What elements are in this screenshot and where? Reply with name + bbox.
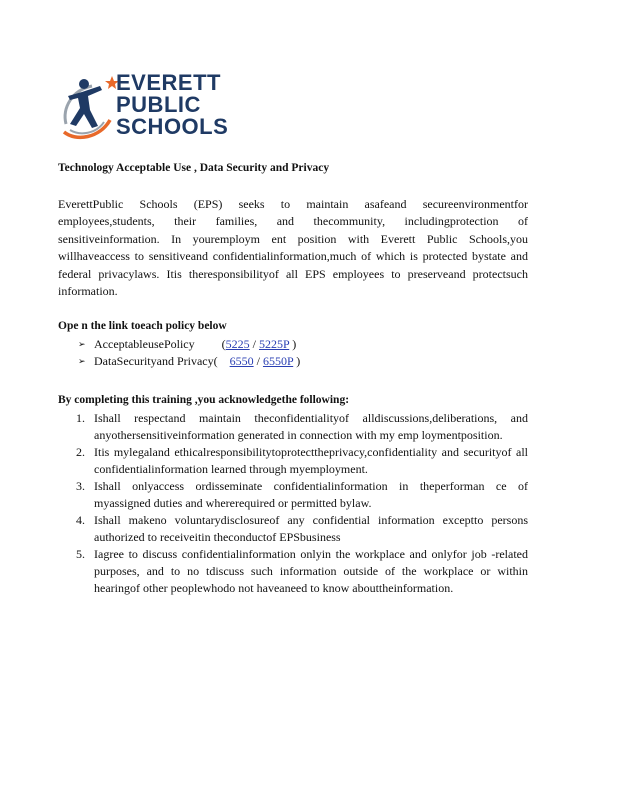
logo-line-1: EVERETT [116,70,221,95]
arrow-bullet-icon: ➢ [78,339,86,349]
acknowledgement-item [58,546,528,597]
item-text: Ishall onlyaccess ordisseminate confidentialinformation in theperforman ce of myassigned duties and whererequired or permitted bylaw. [94,479,528,510]
logo-line-3: SCHOOLS [116,114,229,139]
acknowledgement-item [58,444,528,478]
policy-link-6550[interactable]: 6550 [229,354,254,368]
policy-link-6550p[interactable]: 6550P [262,354,294,368]
policy-link-item [78,336,300,353]
policy-link-5225[interactable]: 5225 [225,337,250,351]
document-title: Technology Acceptable Use , Data Security and Privacy [58,162,330,174]
link-separator: / [252,337,256,351]
item-number: 4. [76,513,85,527]
arrow-bullet-icon: ➢ [78,356,86,366]
acknowledgement-item [58,410,528,444]
acknowledgement-heading: By completing this training ,you acknowledgethe following: [58,394,350,406]
eps-logo [58,72,228,144]
policy-link-5225p[interactable]: 5225P [258,337,290,351]
paren-open: ( [221,337,226,351]
intro-paragraph: EverettPublic Schools (EPS) seeks to maintain asafeand secureenvironmentfor employees,students, their families, and thecommunity, includingprotection of sensitiveinformation. In youremploym ent position with Everett Public Schools,you willhaveaccess to sensitiveand confidentialinformation,much of which is protected bystate and federal privacylaws. Itis theresponsibilityof all EPS employees to preserveand protectsuch information. [58,197,528,299]
eps-logo-wordmark [116,72,228,138]
paren-close: ) [292,337,297,351]
item-text: Ishall makeno voluntarydisclosureof any confidential information exceptto persons authorized to receiveitin theconductof EPSbusiness [94,513,528,544]
item-text: Iagree to discuss confidentialinformation onlyin the workplace and onlyfor job -related purposes, and to no tdiscuss such information outside of the workplace or within hearingof other peoplewhodo not haveaneed to know abouttheinformation. [94,547,528,595]
acknowledgement-item [58,478,528,512]
logo-line-2: PUBLIC [116,92,201,117]
link-separator: / [256,354,260,368]
item-number: 2. [76,445,85,459]
item-text: Itis mylegaland ethicalresponsibilitytoprotecttheprivacy,confidentiality and securityof all confidentialinformation learned through myemployment. [94,445,528,476]
item-number: 3. [76,479,85,493]
eps-logo-emblem-icon [58,72,118,144]
paren-close: ) [296,354,301,368]
policy-label: AcceptableusePolicy [94,337,195,351]
acknowledgement-item [58,512,528,546]
policy-link-item [78,353,300,370]
item-text: Ishall respectand maintain theconfidentialityof alldiscussions,deliberations, and anyothersensitiveinformation generated in connection with my emp loymentposition. [94,411,528,442]
policy-links-list [78,336,300,370]
item-number: 1. [76,411,85,425]
links-heading: Ope n the link toeach policy below [58,320,227,332]
item-number: 5. [76,547,85,561]
policy-label: DataSecurityand Privacy( [94,354,218,368]
acknowledgement-list [58,410,528,597]
